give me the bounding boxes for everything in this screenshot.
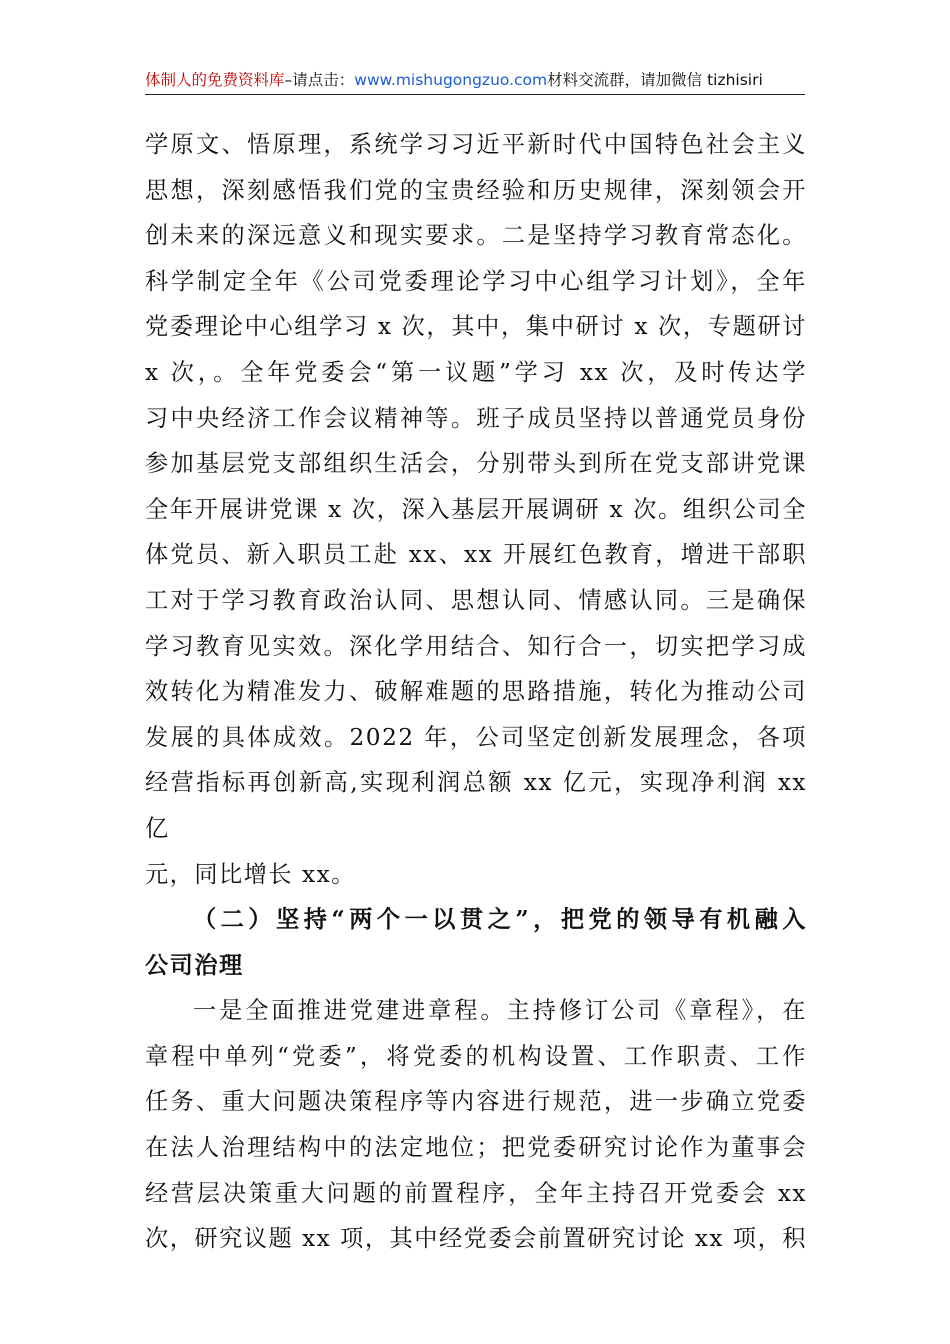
page-header <box>145 66 805 95</box>
document-body <box>145 122 807 1262</box>
header-brand: 体制人的免费资料库 <box>145 71 285 89</box>
text-line: 章程中单列“党委”，将党委的机构设置、工作职责、工作 <box>145 1042 807 1070</box>
text-line: 发展的具体成效。2022 年，公司坚定创新发展理念，各项 <box>145 723 807 751</box>
text-line: 全年开展讲党课 x 次，深入基层开展调研 x 次。组织公司全 <box>145 495 807 523</box>
text-line: 在法人治理结构中的法定地位；把党委研究讨论作为董事会 <box>145 1134 807 1162</box>
text-line: 一是全面推进党建进章程。主持修订公司《章程》，在 <box>193 997 807 1025</box>
text-line: 科学制定全年《公司党委理论学习中心组学习计划》，全年 <box>145 267 807 295</box>
text-line: 学原文、悟原理，系统学习习近平新时代中国特色社会主义 <box>145 131 807 158</box>
text-line: 任务、重大问题决策程序等内容进行规范，进一步确立党委 <box>145 1088 807 1116</box>
text-line: 党委理论中心组学习 x 次，其中，集中研讨 x 次，专题研讨 <box>145 313 807 341</box>
text-line: 参加基层党支部组织生活会，分别带头到所在党支部讲党课 <box>145 450 807 478</box>
text-line: 体党员、新入职员工赴 xx、xx 开展红色教育，增进干部职 <box>145 541 807 569</box>
text-line: x 次，。全年党委会“第一议题”学习 xx 次，及时传达学 <box>145 358 807 386</box>
text-line: 经营指标再创新高,实现利润总额 xx 亿元，实现净利润 xx 亿 <box>145 769 807 842</box>
text-line: 工对于学习教育政治认同、思想认同、情感认同。三是确保 <box>145 586 807 614</box>
text-line: 元，同比增长 xx。 <box>145 860 356 888</box>
text-line: 思想，深刻感悟我们党的宝贵经验和历史规律，深刻领会开 <box>145 176 807 204</box>
section-heading: （二）坚持“两个一以贯之”，把党的领导有机融入 <box>193 906 807 934</box>
header-link[interactable]: www.mishugongzuo.com <box>354 71 548 89</box>
text-line: 创未来的深远意义和现实要求。二是坚持学习教育常态化。 <box>145 222 807 250</box>
text-line: 次，研究议题 xx 项，其中经党委会前置研究讨论 xx 项，积 <box>145 1225 807 1253</box>
text-line: 学习教育见实效。深化学用结合、知行合一，切实把学习成 <box>145 632 807 660</box>
header-note: 材料交流群，请加微信 tizhisiri <box>547 71 763 89</box>
text-line: 效转化为精准发力、破解难题的思路措施，转化为推动公司 <box>145 678 807 706</box>
header-prompt: –请点击： <box>284 71 355 89</box>
text-line: 经营层决策重大问题的前置程序，全年主持召开党委会 xx <box>145 1179 807 1207</box>
section-heading: 公司治理 <box>145 951 244 979</box>
text-line: 习中央经济工作会议精神等。班子成员坚持以普通党员身份 <box>145 404 807 432</box>
